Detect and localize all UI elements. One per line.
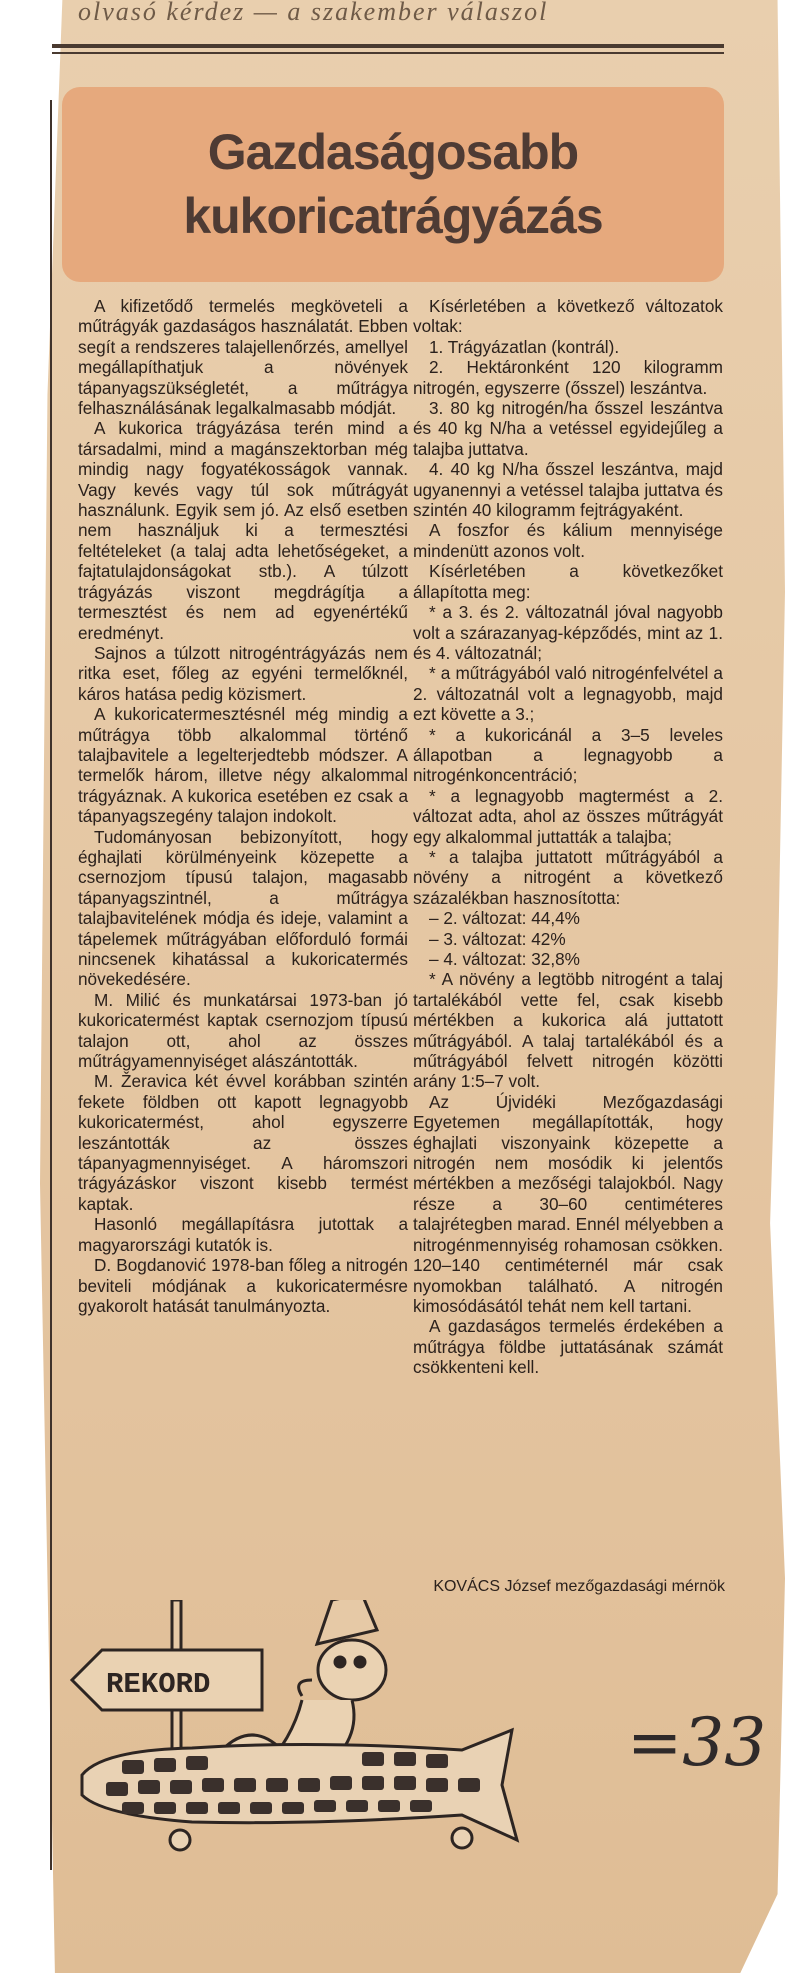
paragraph: A kifizetődő termelés megköveteli a műtrágyák gazdaságos használatát. Ebben segít a rendszeres talajellenőrzés, amellyel megállapíthatjuk a növények tápanyagszükségletét, a műtrágya felhasználásának legalkalmasabb módját. [78, 296, 408, 419]
paragraph: M. Žeravica két évvel korábban szintén fekete földben ott kapott legnagyobb kukoricatermést, ahol egyszerre leszántották az összes tápanyagmennyiséget. A háromszori trágyázáskor viszont kisebb termést kaptak. [78, 1071, 408, 1214]
cartoon-illustration [62, 1600, 582, 1860]
finding-item: * a legnagyobb magtermést a 2. változat adta, ahol az összes műtrágyát egy alkalommal juttatták a talajba; [413, 785, 723, 847]
paragraph: M. Milić és munkatársai 1973-ban jó kukoricatermést kaptak csernozjom típusú talajon ott, ahol az összes műtrágyamennyiséget alászántották. [78, 989, 408, 1072]
finding-item: * a kukoricánál a 3–5 leveles állapotban a legnagyobb a nitrogénkoncentráció; [413, 724, 723, 786]
paragraph: A foszfor és kálium mennyisége mindenütt azonos volt. [413, 520, 723, 561]
sign-label: REKORD [106, 1668, 211, 1701]
article-title [62, 120, 724, 248]
percent-item: – 2. változat: 44,4% [429, 908, 580, 929]
paragraph: Sajnos a túlzott nitrogéntrágyázás nem ritka eset, főleg az egyéni termelőknél, káros hatása pedig közismert. [78, 642, 408, 704]
paragraph: Kísérletében a következőket állapította meg: [413, 561, 723, 602]
paragraph: A kukorica trágyázása terén mind a társadalmi, mind a magánszektorban még mindig nagy fogyatékosságok vannak. Vagy kevés vagy túl sok műtrágyát használunk. Egyik sem jó. Az első esetben nem használjuk ki a termesztési feltételeket (a talaj adta lehetőségeket, a fajtatulajdonságokat stb.). A túlzott trágyázás viszont megdrágítja a termesztést és nem ad egyenértékű eredményt. [78, 418, 408, 643]
paragraph: Tudományosan bebizonyított, hogy éghajlati körülményeink közepette a csernozjom típusú talajon, magasabb tápanyagszintnél, a műtrágya talajbavitelének módja és ideje, valamint a tápelemek műtrágyában előforduló formái nincsenek kihatással a kukoricatermés növekedésére. [78, 826, 408, 990]
paragraph: Kísérletében a következő változatok voltak: [413, 296, 723, 337]
paragraph: Hasonló megállapításra jutottak a magyarországi kutatók is. [78, 1214, 408, 1255]
paragraph: D. Bogdanović 1978-ban főleg a nitrogén beviteli módjának a kukoricatermésre gyakorolt hatását tanulmányozta. [78, 1255, 408, 1316]
column-rule [50, 100, 52, 1870]
author-byline: KOVÁCS József mezőgazdasági mérnök [433, 1578, 725, 1595]
list-item: 1. Trágyázatlan (kontrál). [429, 336, 620, 357]
finding-item: * a 3. és 2. változatnál jóval nagyobb volt a szárazanyag-képződés, mint az 1. és 4. változatnál; [413, 602, 723, 663]
corn-cob-cart [82, 1730, 517, 1850]
paragraph: A kukoricatermesztésnél még mindig a műtrágya több alkalommal történő talajbavitele a legelterjedtebb módszer. A termelők három, illetve négy alkalommal trágyáznak. A kukorica esetében ez csak a tápanyagszegény talajon indokolt. [78, 704, 408, 827]
handwritten-number: =33 [627, 1704, 767, 1781]
finding-item: * A növény a legtöbb nitrogént a talaj tartalékából vette fel, csak kisebb mértékben a kukorica alá juttatott műtrágyából. A talaj tartalékából és a műtrágyából felvett nitrogén közötti arány 1:5–7 volt. [413, 969, 723, 1092]
finding-item: * a műtrágyából való nitrogénfelvétel a 2. változatnál volt a legnagyobb, majd ezt követte a 3.; [413, 663, 723, 725]
left-column [78, 296, 408, 1316]
title-line-1: Gazdaságosabb [207, 124, 579, 180]
handwritten-note [565, 1700, 767, 1781]
finding-item: * a talajba juttatott műtrágyából a növény a nitrogént a következő százalékban hasznosította: [413, 846, 723, 908]
section-masthead: olvasó kérdez — a szakember válaszol [78, 0, 549, 26]
percent-item: – 3. változat: 42% [429, 928, 566, 949]
header-rule [52, 44, 724, 48]
percent-item: – 4. változat: 32,8% [429, 949, 580, 969]
title-line-2: kukoricatrágyázás [183, 188, 603, 244]
paragraph: Az Újvidéki Mezőgazdasági Egyetemen megállapították, hogy éghajlati viszonyaink közepette a nitrogén nem mosódik ki jelentős mértékben a mezőségi talajokból. Nagy része a 30–60 centiméteres talajrétegben marad. Ennél mélyebben a nitrogénmennyiség rohamosan csökken. 120–140 centiméternél már csak nyomokban található. A nitrogén kimosódásától tehát nem kell tartani. [413, 1091, 723, 1316]
right-column [413, 296, 723, 1378]
paragraph: A gazdaságos termelés érdekében a műtrágya földbe juttatásának számát csökkenteni kell. [413, 1316, 723, 1378]
list-item: 4. 40 kg N/ha ősszel leszántva, majd ugyanennyi a vetéssel talajba juttatva és szintén 40 kilogramm fejtrágyaként. [413, 459, 723, 521]
list-item: 3. 80 kg nitrogén/ha ősszel leszántva és 40 kg N/ha a vetéssel egyidejűleg a talajba juttatva. [413, 398, 723, 459]
list-item: 2. Hektáronként 120 kilogramm nitrogén, egyszerre (ősszel) leszántva. [413, 357, 723, 398]
header-rule-thin [52, 52, 724, 54]
